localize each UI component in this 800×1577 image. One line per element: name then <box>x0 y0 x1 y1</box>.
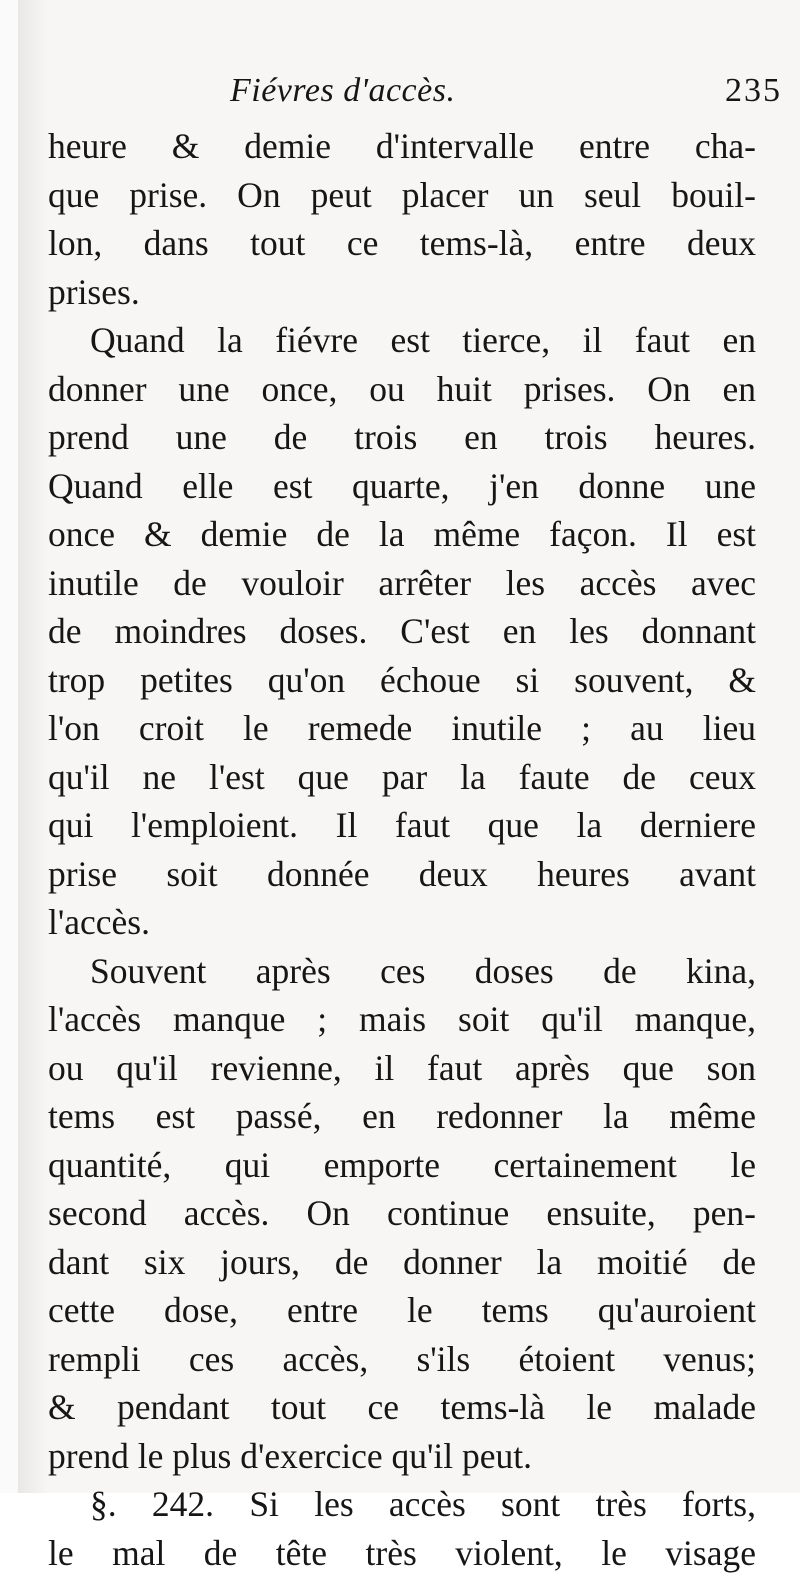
text-line: prise soit donnée deux heures avant <box>48 850 756 899</box>
text-line: §. 242. Si les accès sont très forts, <box>48 1480 756 1529</box>
text-line: prend une de trois en trois heures. <box>48 413 756 462</box>
text-line: lon, dans tout ce tems-là, entre deux <box>48 219 756 268</box>
text-line: l'accès. <box>48 898 756 947</box>
text-line: tems est passé, en redonner la même <box>48 1092 756 1141</box>
page-number: 235 <box>725 66 782 116</box>
text-line: second accès. On continue ensuite, pen- <box>48 1189 756 1238</box>
text-line: Quand elle est quarte, j'en donne une <box>48 462 756 511</box>
text-line: cette dose, entre le tems qu'auroient <box>48 1286 756 1335</box>
text-line: qu'il ne l'est que par la faute de ceux <box>48 753 756 802</box>
text-line: que prise. On peut placer un seul bouil- <box>48 171 756 220</box>
text-line: de moindres doses. C'est en les donnant <box>48 607 756 656</box>
text-line: qui l'emploient. Il faut que la derniere <box>48 801 756 850</box>
text-line: l'on croit le remede inutile ; au lieu <box>48 704 756 753</box>
running-head <box>18 66 800 116</box>
text-line: prend le plus d'exercice qu'il peut. <box>48 1432 756 1481</box>
text-line: dant six jours, de donner la moitié de <box>48 1238 756 1287</box>
text-line: donner une once, ou huit prises. On en <box>48 365 756 414</box>
text-line: prises. <box>48 268 756 317</box>
text-line: ou qu'il revienne, il faut après que son <box>48 1044 756 1093</box>
text-line: & pendant tout ce tems-là le malade <box>48 1383 756 1432</box>
text-line: Quand la fiévre est tierce, il faut en <box>48 316 756 365</box>
text-line: le mal de tête très violent, le visage <box>48 1529 756 1577</box>
text-line: once & demie de la même façon. Il est <box>48 510 756 559</box>
text-line: Souvent après ces doses de kina, <box>48 947 756 996</box>
text-line: heure & demie d'intervalle entre cha- <box>48 122 756 171</box>
text-line: inutile de vouloir arrêter les accès avec <box>48 559 756 608</box>
body-text <box>48 122 756 1577</box>
text-line: trop petites qu'on échoue si souvent, & <box>48 656 756 705</box>
text-line: quantité, qui emporte certainement le <box>48 1141 756 1190</box>
running-title: Fiévres d'accès. <box>230 66 455 116</box>
text-line: l'accès manque ; mais soit qu'il manque, <box>48 995 756 1044</box>
gutter-shadow <box>18 0 48 1493</box>
text-line: rempli ces accès, s'ils étoient venus; <box>48 1335 756 1384</box>
